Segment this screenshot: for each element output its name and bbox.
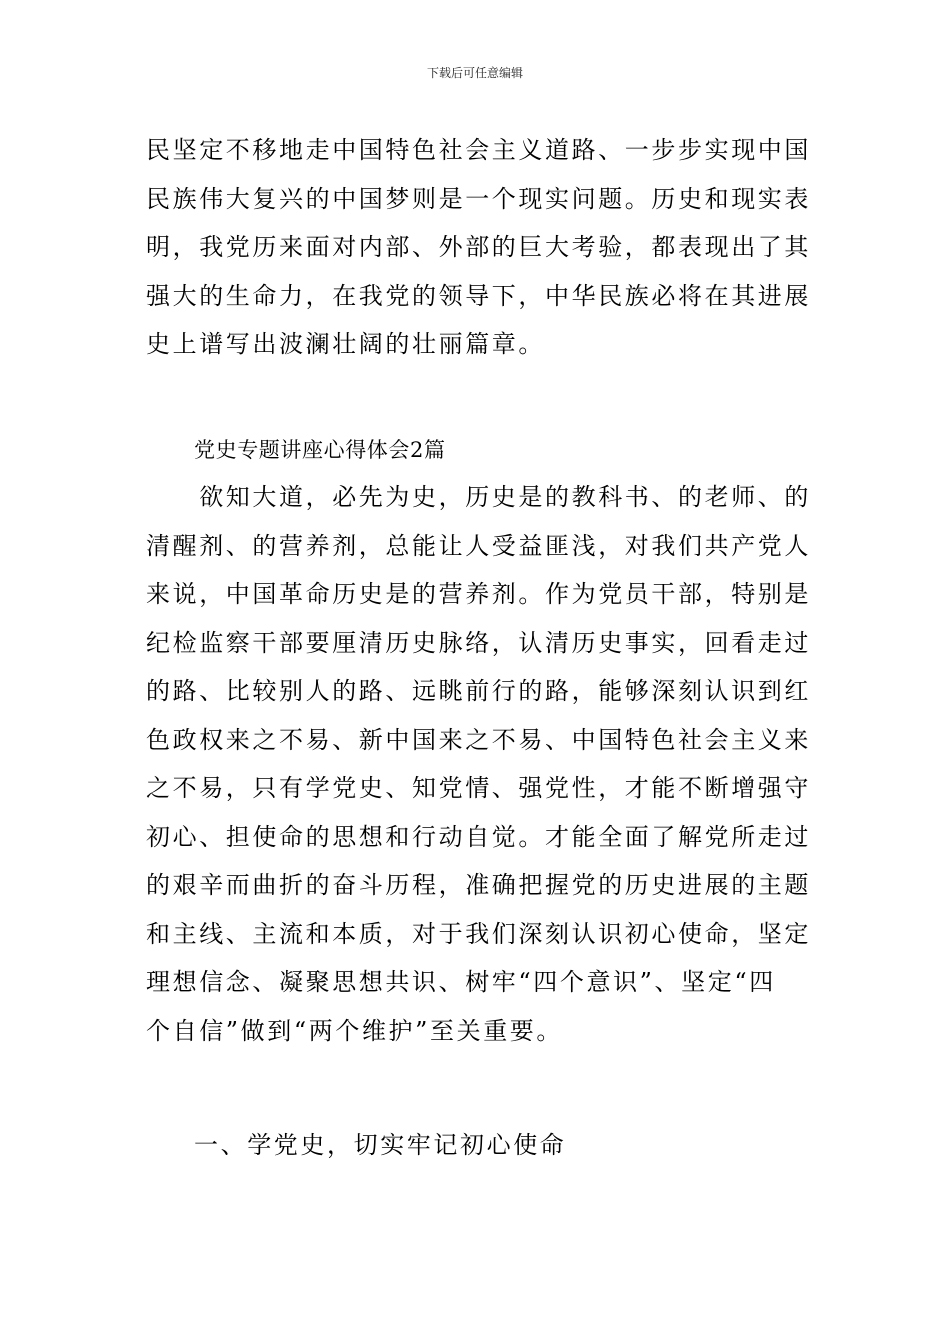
text-line: 理想信念、凝聚思想共识、树牢“四个意识”、坚定“四 — [146, 968, 776, 996]
text-line: 欲知大道，必先为史，历史是的教科书、的老师、的 — [146, 483, 811, 511]
text-line: 个自信”做到“两个维护”至关重要。 — [146, 1016, 564, 1045]
text-line: 民坚定不移地走中国特色社会主义道路、一步步实现中国 — [146, 136, 811, 164]
text-line: 的路、比较别人的路、远眺前行的路，能够深刻认识到红 — [146, 677, 811, 705]
text-line: 和主线、主流和本质，对于我们深刻认识初心使命，坚定 — [146, 919, 811, 948]
paragraph-main — [146, 473, 816, 1055]
paragraph-continuation — [146, 126, 816, 369]
text-line: 之不易，只有学党史、知党情、强党性，才能不断增强守 — [146, 774, 811, 802]
page-header-note: 下载后可任意编辑 — [426, 66, 523, 80]
text-line: 明，我党历来面对内部、外部的巨大考验，都表现出了其 — [146, 233, 811, 261]
text-line: 强大的生命力，在我党的领导下，中华民族必将在其进展 — [146, 281, 811, 310]
text-line: 初心、担使命的思想和行动自觉。才能全面了解党所走过 — [146, 822, 811, 851]
text-line: 民族伟大复兴的中国梦则是一个现实问题。历史和现实表 — [146, 184, 811, 213]
text-line: 清醒剂、的营养剂，总能让人受益匪浅，对我们共产党人 — [146, 531, 811, 560]
text-line: 纪检监察干部要厘清历史脉络，认清历史事实，回看走过 — [146, 628, 811, 657]
section-heading: 一、学党史，切实牢记初心使命 — [194, 1131, 567, 1159]
text-line: 色政权来之不易、新中国来之不易、中国特色社会主义来 — [146, 725, 811, 754]
text-line: 来说，中国革命历史是的营养剂。作为党员干部，特别是 — [146, 580, 811, 608]
text-line: 的艰辛而曲折的奋斗历程，准确把握党的历史进展的主题 — [146, 871, 811, 899]
text-line: 史上谱写出波澜壮阔的壮丽篇章。 — [146, 330, 545, 358]
article-title: 党史专题讲座心得体会2篇 — [194, 438, 446, 462]
